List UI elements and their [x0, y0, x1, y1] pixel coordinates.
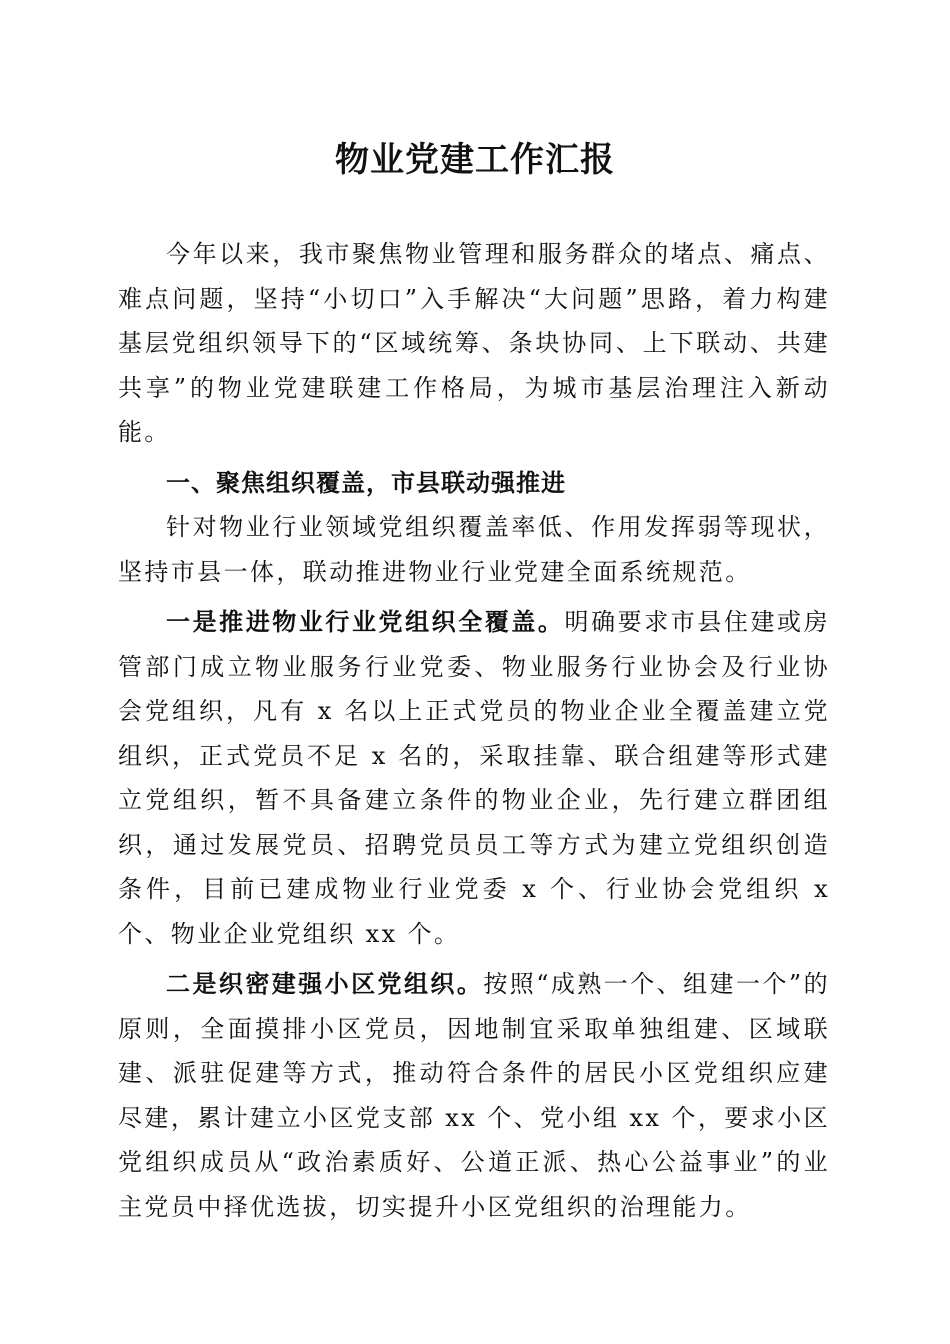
- point-one-lead: 一是推进物业行业党组织全覆盖。: [166, 607, 565, 636]
- point-two-lead: 二是织密建强小区党组织。: [166, 969, 484, 998]
- section-heading: 一、聚焦组织覆盖，市县联动强推进: [166, 468, 566, 497]
- point-two-text: 按照“成熟一个、组建一个”的原则，全面摸排小区党员，因地制宜采取单独组建、区域联建、派驻促建等方式，推动符合条件的居民小区党组织应建尽建，累计建立小区党支部 xx 个、党小组 xx 个，要求小区党组织成员从“政治素质好、公道正派、热心公益事业”的业主党员中择优选拔，切实提升小区党组织的治理能力。: [118, 970, 830, 1221]
- document-body: [118, 232, 830, 1229]
- intro-paragraph: 今年以来，我市聚焦物业管理和服务群众的堵点、痛点、难点问题，坚持“小切口”入手解决“大问题”思路，着力构建基层党组织领导下的“区域统筹、条块协同、上下联动、共建共享”的物业党建联建工作格局，为城市基层治理注入新动能。: [118, 240, 830, 446]
- point-one-text: 明确要求市县住建或房管部门成立物业服务行业党委、物业服务行业协会及行业协会党组织，凡有 x 名以上正式党员的物业企业全覆盖建立党组织，正式党员不足 x 名的，采取挂靠、联合组建等形式建立党组织，暂不具备建立条件的物业企业，先行建立群团组织，通过发展党员、招聘党员员工等方式为建立党组织创造条件，目前已建成物业行业党委 x 个、行业协会党组织 x 个、物业企业党组织 xx 个。: [118, 608, 830, 948]
- point-two-paragraph: [118, 962, 830, 1229]
- section-summary-paragraph: 针对物业行业领域党组织覆盖率低、作用发挥弱等现状，坚持市县一体，联动推进物业行业党建全面系统规范。: [118, 513, 830, 586]
- point-one-paragraph: [118, 600, 830, 956]
- document-title: 物业党建工作汇报: [335, 140, 615, 180]
